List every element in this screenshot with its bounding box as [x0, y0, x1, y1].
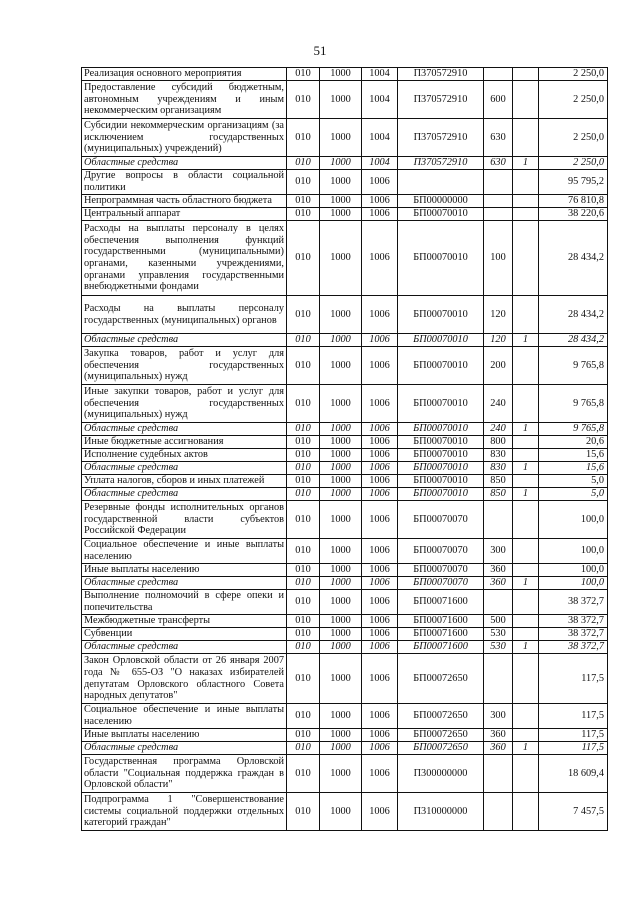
row-funding-source — [513, 347, 539, 385]
row-subsection-code: 1006 — [362, 347, 398, 385]
row-funding-source — [513, 170, 539, 195]
row-name: Областные средства — [82, 488, 287, 501]
row-grbs-code: 010 — [287, 742, 320, 755]
table-row — [82, 170, 608, 195]
row-target-article: БП00070010 — [398, 296, 484, 334]
table-row — [82, 539, 608, 564]
row-target-article: БП00070010 — [398, 385, 484, 423]
row-expense-type: 360 — [484, 742, 513, 755]
row-amount: 100,0 — [539, 539, 608, 564]
row-section-code: 1000 — [320, 221, 362, 296]
row-expense-type: 630 — [484, 119, 513, 157]
row-subsection-code: 1006 — [362, 539, 398, 564]
table-row — [82, 296, 608, 334]
row-subsection-code: 1006 — [362, 501, 398, 539]
row-expense-type — [484, 590, 513, 615]
row-funding-source — [513, 296, 539, 334]
row-expense-type: 800 — [484, 436, 513, 449]
row-expense-type: 300 — [484, 539, 513, 564]
row-expense-type — [484, 68, 513, 81]
row-expense-type: 830 — [484, 462, 513, 475]
row-target-article: БП00070010 — [398, 436, 484, 449]
row-section-code: 1000 — [320, 157, 362, 170]
row-grbs-code: 010 — [287, 436, 320, 449]
table-row — [82, 385, 608, 423]
row-funding-source — [513, 755, 539, 793]
row-grbs-code: 010 — [287, 564, 320, 577]
row-funding-source: 1 — [513, 462, 539, 475]
row-grbs-code: 010 — [287, 170, 320, 195]
table-body — [82, 68, 608, 831]
row-section-code: 1000 — [320, 119, 362, 157]
row-expense-type: 360 — [484, 729, 513, 742]
row-funding-source — [513, 119, 539, 157]
row-subsection-code: 1006 — [362, 755, 398, 793]
row-grbs-code: 010 — [287, 501, 320, 539]
row-section-code: 1000 — [320, 501, 362, 539]
table-row — [82, 488, 608, 501]
row-funding-source — [513, 654, 539, 704]
row-expense-type: 850 — [484, 488, 513, 501]
row-grbs-code: 010 — [287, 221, 320, 296]
row-section-code: 1000 — [320, 628, 362, 641]
table-row — [82, 641, 608, 654]
row-subsection-code: 1006 — [362, 475, 398, 488]
row-funding-source — [513, 68, 539, 81]
row-target-article: БП00070010 — [398, 334, 484, 347]
row-expense-type — [484, 501, 513, 539]
table-row — [82, 501, 608, 539]
row-grbs-code: 010 — [287, 423, 320, 436]
row-funding-source: 1 — [513, 423, 539, 436]
row-subsection-code: 1006 — [362, 221, 398, 296]
row-target-article: П370572910 — [398, 81, 484, 119]
row-target-article: П370572910 — [398, 68, 484, 81]
row-name: Областные средства — [82, 423, 287, 436]
row-funding-source: 1 — [513, 488, 539, 501]
row-grbs-code: 010 — [287, 488, 320, 501]
row-amount: 7 457,5 — [539, 793, 608, 831]
row-target-article: П370572910 — [398, 157, 484, 170]
row-amount: 20,6 — [539, 436, 608, 449]
row-target-article: БП00070070 — [398, 539, 484, 564]
row-name: Расходы на выплаты персоналу в целях обеспечения выполнения функций государственными (муниципальными) органами, казенными учреждениями, органами управления государственными внебюджетными фондами — [82, 221, 287, 296]
row-amount: 2 250,0 — [539, 119, 608, 157]
row-amount: 2 250,0 — [539, 81, 608, 119]
row-section-code: 1000 — [320, 564, 362, 577]
row-subsection-code: 1006 — [362, 436, 398, 449]
row-section-code: 1000 — [320, 423, 362, 436]
row-amount: 38 220,6 — [539, 208, 608, 221]
row-amount: 5,0 — [539, 488, 608, 501]
row-section-code: 1000 — [320, 488, 362, 501]
row-subsection-code: 1006 — [362, 590, 398, 615]
row-expense-type: 240 — [484, 423, 513, 436]
table-row — [82, 436, 608, 449]
row-funding-source: 1 — [513, 641, 539, 654]
row-subsection-code: 1004 — [362, 157, 398, 170]
row-amount: 38 372,7 — [539, 590, 608, 615]
row-name: Социальное обеспечение и иные выплаты населению — [82, 704, 287, 729]
row-grbs-code: 010 — [287, 729, 320, 742]
table-row — [82, 157, 608, 170]
row-section-code: 1000 — [320, 704, 362, 729]
row-amount: 100,0 — [539, 564, 608, 577]
row-target-article: П310000000 — [398, 793, 484, 831]
row-section-code: 1000 — [320, 742, 362, 755]
table-row — [82, 704, 608, 729]
row-expense-type — [484, 170, 513, 195]
row-section-code: 1000 — [320, 436, 362, 449]
row-subsection-code: 1006 — [362, 742, 398, 755]
row-expense-type: 830 — [484, 449, 513, 462]
row-funding-source — [513, 590, 539, 615]
row-section-code: 1000 — [320, 296, 362, 334]
row-section-code: 1000 — [320, 347, 362, 385]
table-row — [82, 755, 608, 793]
row-grbs-code: 010 — [287, 68, 320, 81]
row-grbs-code: 010 — [287, 590, 320, 615]
row-target-article: БП00072650 — [398, 729, 484, 742]
row-section-code: 1000 — [320, 462, 362, 475]
row-target-article: БП00000000 — [398, 195, 484, 208]
page-number: 51 — [313, 43, 327, 58]
row-funding-source: 1 — [513, 742, 539, 755]
row-amount: 38 372,7 — [539, 628, 608, 641]
row-expense-type: 300 — [484, 704, 513, 729]
row-name: Предоставление субсидий бюджетным, автономным учреждениям и иным некоммерческим организациям — [82, 81, 287, 119]
row-expense-type: 530 — [484, 628, 513, 641]
row-name: Социальное обеспечение и иные выплаты населению — [82, 539, 287, 564]
row-target-article: БП00070070 — [398, 501, 484, 539]
row-section-code: 1000 — [320, 385, 362, 423]
row-subsection-code: 1006 — [362, 208, 398, 221]
row-subsection-code: 1006 — [362, 423, 398, 436]
row-name: Уплата налогов, сборов и иных платежей — [82, 475, 287, 488]
row-amount: 100,0 — [539, 577, 608, 590]
row-name: Иные выплаты населению — [82, 564, 287, 577]
row-subsection-code: 1006 — [362, 628, 398, 641]
row-name: Областные средства — [82, 577, 287, 590]
row-target-article: П300000000 — [398, 755, 484, 793]
row-funding-source — [513, 208, 539, 221]
row-name: Резервные фонды исполнительных органов государственной власти субъектов Российской Федерации — [82, 501, 287, 539]
row-expense-type — [484, 654, 513, 704]
row-target-article: БП00072650 — [398, 742, 484, 755]
row-subsection-code: 1006 — [362, 615, 398, 628]
row-target-article: БП00072650 — [398, 654, 484, 704]
row-name: Межбюджетные трансферты — [82, 615, 287, 628]
row-funding-source — [513, 449, 539, 462]
row-grbs-code: 010 — [287, 462, 320, 475]
row-target-article: БП00070010 — [398, 423, 484, 436]
row-subsection-code: 1006 — [362, 449, 398, 462]
row-name: Непрограммная часть областного бюджета — [82, 195, 287, 208]
row-subsection-code: 1006 — [362, 195, 398, 208]
row-name: Иные закупки товаров, работ и услуг для обеспечения государственных (муниципальных) нужд — [82, 385, 287, 423]
row-funding-source — [513, 793, 539, 831]
row-subsection-code: 1006 — [362, 564, 398, 577]
table-row — [82, 742, 608, 755]
budget-table — [81, 67, 608, 831]
row-name: Выполнение полномочий в сфере опеки и попечительства — [82, 590, 287, 615]
row-amount: 28 434,2 — [539, 221, 608, 296]
row-name: Областные средства — [82, 462, 287, 475]
table-row — [82, 119, 608, 157]
row-grbs-code: 010 — [287, 615, 320, 628]
row-amount: 15,6 — [539, 449, 608, 462]
row-funding-source: 1 — [513, 577, 539, 590]
row-grbs-code: 010 — [287, 195, 320, 208]
row-section-code: 1000 — [320, 81, 362, 119]
row-expense-type: 120 — [484, 334, 513, 347]
row-subsection-code: 1006 — [362, 577, 398, 590]
row-amount: 117,5 — [539, 704, 608, 729]
row-amount: 117,5 — [539, 742, 608, 755]
row-expense-type: 240 — [484, 385, 513, 423]
row-name: Закон Орловской области от 26 января 2007 года № 655-ОЗ "О наказах избирателей депутатам Орловского областного Совета народных депутатов" — [82, 654, 287, 704]
row-subsection-code: 1006 — [362, 334, 398, 347]
row-amount: 38 372,7 — [539, 615, 608, 628]
row-amount: 2 250,0 — [539, 157, 608, 170]
row-expense-type: 360 — [484, 564, 513, 577]
row-funding-source — [513, 195, 539, 208]
row-grbs-code: 010 — [287, 539, 320, 564]
row-subsection-code: 1006 — [362, 654, 398, 704]
row-section-code: 1000 — [320, 449, 362, 462]
row-funding-source: 1 — [513, 157, 539, 170]
row-expense-type — [484, 195, 513, 208]
row-grbs-code: 010 — [287, 475, 320, 488]
row-funding-source — [513, 729, 539, 742]
row-funding-source — [513, 501, 539, 539]
row-grbs-code: 010 — [287, 208, 320, 221]
row-amount: 2 250,0 — [539, 68, 608, 81]
row-grbs-code: 010 — [287, 157, 320, 170]
table-row — [82, 590, 608, 615]
row-amount: 18 609,4 — [539, 755, 608, 793]
row-amount: 9 765,8 — [539, 347, 608, 385]
row-grbs-code: 010 — [287, 654, 320, 704]
row-funding-source — [513, 475, 539, 488]
row-target-article: БП00072650 — [398, 704, 484, 729]
row-amount: 38 372,7 — [539, 641, 608, 654]
table-row — [82, 334, 608, 347]
row-name: Субвенции — [82, 628, 287, 641]
table-row — [82, 475, 608, 488]
row-grbs-code: 010 — [287, 119, 320, 157]
table-row — [82, 195, 608, 208]
row-subsection-code: 1004 — [362, 81, 398, 119]
row-subsection-code: 1006 — [362, 729, 398, 742]
table-row — [82, 729, 608, 742]
row-section-code: 1000 — [320, 539, 362, 564]
row-funding-source — [513, 385, 539, 423]
row-name: Другие вопросы в области социальной политики — [82, 170, 287, 195]
table-row — [82, 564, 608, 577]
row-grbs-code: 010 — [287, 347, 320, 385]
row-target-article: П370572910 — [398, 119, 484, 157]
row-name: Областные средства — [82, 641, 287, 654]
row-section-code: 1000 — [320, 475, 362, 488]
row-funding-source — [513, 704, 539, 729]
row-target-article: БП00070010 — [398, 488, 484, 501]
table-row — [82, 68, 608, 81]
row-section-code: 1000 — [320, 615, 362, 628]
row-section-code: 1000 — [320, 195, 362, 208]
row-name: Центральный аппарат — [82, 208, 287, 221]
row-amount: 5,0 — [539, 475, 608, 488]
row-grbs-code: 010 — [287, 641, 320, 654]
row-expense-type: 120 — [484, 296, 513, 334]
row-target-article: БП00070010 — [398, 475, 484, 488]
row-grbs-code: 010 — [287, 577, 320, 590]
row-target-article: БП00070070 — [398, 577, 484, 590]
row-funding-source — [513, 81, 539, 119]
row-name: Реализация основного мероприятия — [82, 68, 287, 81]
row-grbs-code: 010 — [287, 296, 320, 334]
row-amount: 117,5 — [539, 654, 608, 704]
row-subsection-code: 1004 — [362, 119, 398, 157]
row-expense-type — [484, 755, 513, 793]
row-section-code: 1000 — [320, 334, 362, 347]
row-funding-source — [513, 221, 539, 296]
row-target-article: БП00070010 — [398, 347, 484, 385]
row-name: Областные средства — [82, 742, 287, 755]
row-name: Расходы на выплаты персоналу государственных (муниципальных) органов — [82, 296, 287, 334]
row-target-article: БП00071600 — [398, 628, 484, 641]
row-funding-source — [513, 564, 539, 577]
row-section-code: 1000 — [320, 68, 362, 81]
row-subsection-code: 1004 — [362, 68, 398, 81]
row-expense-type: 100 — [484, 221, 513, 296]
row-subsection-code: 1006 — [362, 641, 398, 654]
row-expense-type: 500 — [484, 615, 513, 628]
row-grbs-code: 010 — [287, 81, 320, 119]
row-amount: 100,0 — [539, 501, 608, 539]
row-grbs-code: 010 — [287, 628, 320, 641]
row-name: Областные средства — [82, 334, 287, 347]
table-row — [82, 81, 608, 119]
row-name: Иные выплаты населению — [82, 729, 287, 742]
row-funding-source — [513, 436, 539, 449]
row-name: Закупка товаров, работ и услуг для обеспечения государственных (муниципальных) нужд — [82, 347, 287, 385]
table-row — [82, 221, 608, 296]
row-grbs-code: 010 — [287, 334, 320, 347]
row-target-article — [398, 170, 484, 195]
table-row — [82, 615, 608, 628]
row-grbs-code: 010 — [287, 704, 320, 729]
row-subsection-code: 1006 — [362, 170, 398, 195]
row-expense-type: 600 — [484, 81, 513, 119]
row-target-article: БП00070010 — [398, 208, 484, 221]
row-subsection-code: 1006 — [362, 704, 398, 729]
row-expense-type — [484, 793, 513, 831]
row-grbs-code: 010 — [287, 755, 320, 793]
row-grbs-code: 010 — [287, 793, 320, 831]
row-expense-type: 200 — [484, 347, 513, 385]
row-amount: 9 765,8 — [539, 423, 608, 436]
row-target-article: БП00071600 — [398, 590, 484, 615]
row-target-article: БП00071600 — [398, 641, 484, 654]
row-expense-type: 850 — [484, 475, 513, 488]
row-amount: 117,5 — [539, 729, 608, 742]
row-section-code: 1000 — [320, 793, 362, 831]
row-section-code: 1000 — [320, 170, 362, 195]
row-subsection-code: 1006 — [362, 793, 398, 831]
row-expense-type: 530 — [484, 641, 513, 654]
row-funding-source: 1 — [513, 334, 539, 347]
row-amount: 28 434,2 — [539, 296, 608, 334]
row-subsection-code: 1006 — [362, 296, 398, 334]
row-amount: 95 795,2 — [539, 170, 608, 195]
row-expense-type: 630 — [484, 157, 513, 170]
row-target-article: БП00071600 — [398, 615, 484, 628]
row-amount: 15,6 — [539, 462, 608, 475]
table-row — [82, 449, 608, 462]
row-target-article: БП00070070 — [398, 564, 484, 577]
row-expense-type — [484, 208, 513, 221]
row-name: Исполнение судебных актов — [82, 449, 287, 462]
row-grbs-code: 010 — [287, 449, 320, 462]
row-amount: 28 434,2 — [539, 334, 608, 347]
table-row — [82, 577, 608, 590]
row-name: Областные средства — [82, 157, 287, 170]
row-funding-source — [513, 628, 539, 641]
row-subsection-code: 1006 — [362, 462, 398, 475]
row-target-article: БП00070010 — [398, 221, 484, 296]
row-name: Подпрограмма 1 "Совершенствование системы социальной поддержки отдельных категорий граждан" — [82, 793, 287, 831]
row-section-code: 1000 — [320, 654, 362, 704]
row-funding-source — [513, 615, 539, 628]
row-subsection-code: 1006 — [362, 488, 398, 501]
row-target-article: БП00070010 — [398, 462, 484, 475]
row-section-code: 1000 — [320, 208, 362, 221]
row-amount: 9 765,8 — [539, 385, 608, 423]
row-subsection-code: 1006 — [362, 385, 398, 423]
table-row — [82, 654, 608, 704]
row-funding-source — [513, 539, 539, 564]
row-amount: 76 810,8 — [539, 195, 608, 208]
row-section-code: 1000 — [320, 729, 362, 742]
table-row — [82, 208, 608, 221]
table-row — [82, 423, 608, 436]
table-row — [82, 793, 608, 831]
row-grbs-code: 010 — [287, 385, 320, 423]
row-section-code: 1000 — [320, 755, 362, 793]
row-section-code: 1000 — [320, 641, 362, 654]
table-row — [82, 462, 608, 475]
row-expense-type: 360 — [484, 577, 513, 590]
table-row — [82, 628, 608, 641]
row-name: Государственная программа Орловской области "Социальная поддержка граждан в Орловской области" — [82, 755, 287, 793]
table-row — [82, 347, 608, 385]
row-name: Иные бюджетные ассигнования — [82, 436, 287, 449]
row-name: Субсидии некоммерческим организациям (за исключением государственных (муниципальных) учреждений) — [82, 119, 287, 157]
row-target-article: БП00070010 — [398, 449, 484, 462]
row-section-code: 1000 — [320, 590, 362, 615]
row-section-code: 1000 — [320, 577, 362, 590]
